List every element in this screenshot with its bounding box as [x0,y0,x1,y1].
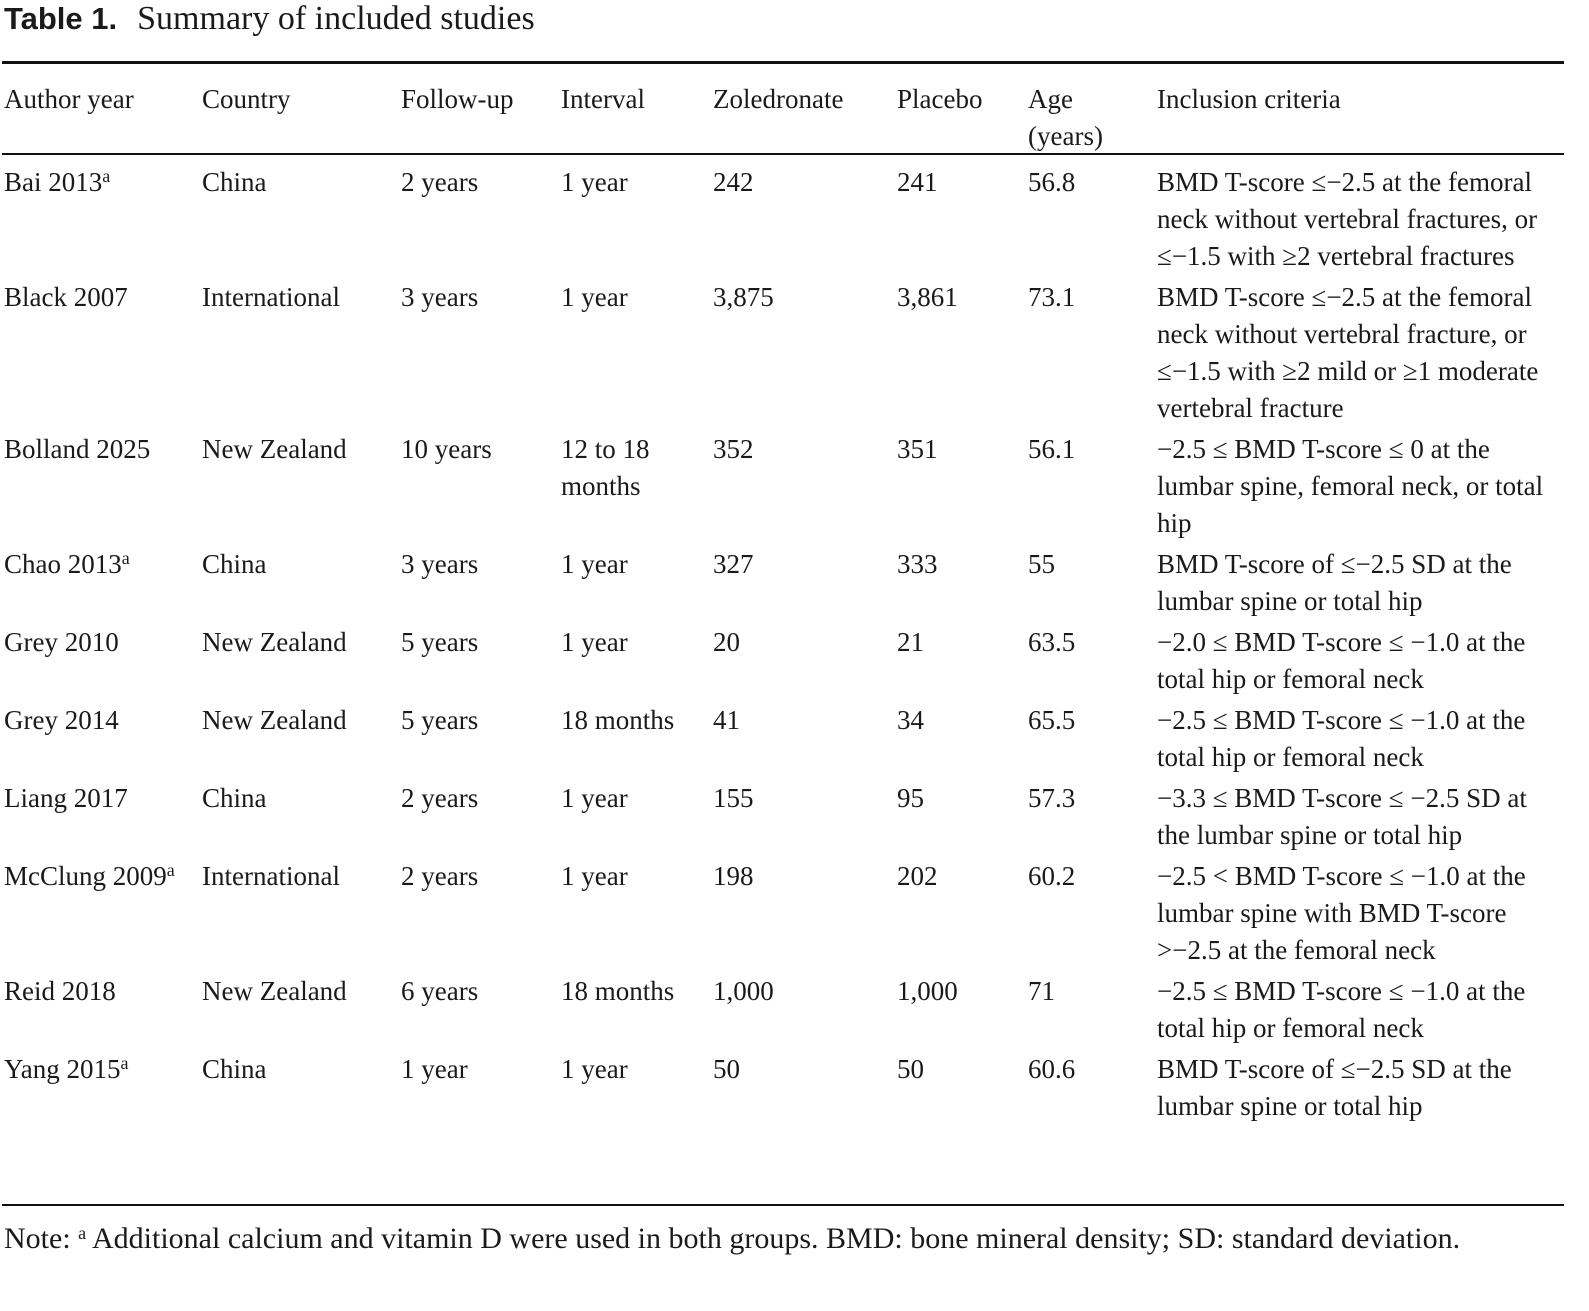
cell-country: China [202,1054,267,1084]
footnote-marker: a [166,860,175,880]
cell-country: China [202,549,267,579]
author-year-text: Yang 2015 [4,1054,121,1084]
cell-age: 56.8 [1028,167,1076,197]
cell-inclusion-criteria: −2.0 ≤ BMD T-score ≤ −1.0 at the total hip or femoral neck [1157,627,1526,694]
cell-author-year [4,778,202,856]
cell-author-year [4,622,202,700]
cell-placebo: 21 [897,627,924,657]
header-follow-up: Follow-up [401,84,514,114]
header-age-unit: (years) [1028,121,1103,151]
cell-placebo: 351 [897,434,938,464]
cell-interval: 1 year [561,783,628,813]
studies-table [4,64,1564,1127]
cell-inclusion-criteria: −3.3 ≤ BMD T-score ≤ −2.5 SD at the lumbar spine or total hip [1157,783,1527,850]
table-row [4,622,1564,700]
footnote-text: Additional calcium and vitamin D were used in both groups. BMD: bone mineral density; SD: standard deviation. [86,1222,1461,1255]
author-year-text: Black 2007 [4,282,128,312]
table-row [4,778,1564,856]
header-age-label: Age [1028,84,1073,114]
cell-zoledronate: 50 [713,1054,740,1084]
cell-inclusion-criteria: BMD T-score ≤−2.5 at the femoral neck without vertebral fracture, or ≤−1.5 with ≥2 mild or ≥1 moderate vertebral fracture [1157,282,1539,423]
cell-age: 60.6 [1028,1054,1076,1084]
author-year-text: McClung 2009 [4,861,167,891]
cell-inclusion-criteria: BMD T-score of ≤−2.5 SD at the lumbar spine or total hip [1157,549,1512,616]
table-row [4,277,1564,429]
footnote-marker: a [120,1053,129,1073]
cell-age: 55 [1028,549,1055,579]
cell-age: 57.3 [1028,783,1076,813]
cell-author-year [4,700,202,778]
cell-follow-up: 10 years [401,434,492,464]
cell-follow-up: 2 years [401,783,479,813]
cell-zoledronate: 3,875 [713,282,774,312]
cell-inclusion-criteria: −2.5 < BMD T-score ≤ −1.0 at the lumbar spine with BMD T-score >−2.5 at the femoral neck [1157,861,1526,965]
cell-placebo: 34 [897,705,924,735]
cell-age: 73.1 [1028,282,1076,312]
header-zoledronate: Zoledronate [713,84,844,114]
cell-author-year [4,856,202,971]
cell-follow-up: 2 years [401,167,479,197]
cell-placebo: 202 [897,861,938,891]
header-age [1028,64,1157,158]
cell-interval: 1 year [561,627,628,657]
table-header-row [4,64,1564,158]
author-year-text: Grey 2014 [4,705,119,735]
header-interval: Interval [561,84,645,114]
cell-zoledronate: 242 [713,167,754,197]
cell-zoledronate: 198 [713,861,754,891]
cell-interval: 1 year [561,1054,628,1084]
footnote-marker: a [121,548,130,568]
cell-inclusion-criteria: BMD T-score of ≤−2.5 SD at the lumbar spine or total hip [1157,1054,1512,1121]
cell-follow-up: 6 years [401,976,479,1006]
cell-interval: 1 year [561,861,628,891]
cell-author-year [4,1049,202,1127]
cell-age: 63.5 [1028,627,1076,657]
header-placebo: Placebo [897,84,983,114]
footnote-marker: a [78,1223,87,1243]
cell-placebo: 333 [897,549,938,579]
table-row [4,158,1564,277]
cell-placebo: 50 [897,1054,924,1084]
cell-country: International [202,282,340,312]
table-label: Table 1. [4,1,118,36]
cell-interval: 1 year [561,167,628,197]
table-caption [4,0,535,38]
footnote-marker: a [102,166,111,186]
cell-placebo: 241 [897,167,938,197]
cell-follow-up: 1 year [401,1054,468,1084]
cell-age: 65.5 [1028,705,1076,735]
header-author-year: Author year [4,84,134,114]
author-year-text: Reid 2018 [4,976,116,1006]
author-year-text: Liang 2017 [4,783,128,813]
cell-placebo: 1,000 [897,976,958,1006]
cell-placebo: 3,861 [897,282,958,312]
cell-follow-up: 5 years [401,627,479,657]
table-bottom-rule [2,1204,1564,1206]
cell-inclusion-criteria: BMD T-score ≤−2.5 at the femoral neck without vertebral fractures, or ≤−1.5 with ≥2 vertebral fractures [1157,167,1538,271]
author-year-text: Chao 2013 [4,549,122,579]
cell-author-year [4,277,202,429]
header-inclusion-criteria: Inclusion criteria [1157,84,1341,114]
cell-age: 60.2 [1028,861,1076,891]
cell-country: New Zealand [202,976,347,1006]
cell-zoledronate: 41 [713,705,740,735]
table-row [4,544,1564,622]
author-year-text: Bai 2013 [4,167,103,197]
table-row [4,971,1564,1049]
table-row [4,1049,1564,1127]
header-country: Country [202,84,291,114]
cell-follow-up: 3 years [401,282,479,312]
cell-interval: 1 year [561,549,628,579]
cell-follow-up: 5 years [401,705,479,735]
author-year-text: Bolland 2025 [4,434,151,464]
cell-interval: 1 year [561,282,628,312]
table-row [4,700,1564,778]
cell-inclusion-criteria: −2.5 ≤ BMD T-score ≤ 0 at the lumbar spine, femoral neck, or total hip [1157,434,1544,538]
cell-interval: 12 to 18 months [561,434,650,501]
cell-author-year [4,544,202,622]
footnote-prefix: Note: [4,1222,79,1255]
cell-zoledronate: 352 [713,434,754,464]
cell-country: China [202,783,267,813]
table-footnote [4,1218,1564,1259]
cell-age: 71 [1028,976,1055,1006]
cell-zoledronate: 155 [713,783,754,813]
author-year-text: Grey 2010 [4,627,119,657]
cell-country: China [202,167,267,197]
cell-country: International [202,861,340,891]
cell-zoledronate: 327 [713,549,754,579]
cell-follow-up: 3 years [401,549,479,579]
cell-country: New Zealand [202,705,347,735]
table-row [4,856,1564,971]
cell-placebo: 95 [897,783,924,813]
cell-age: 56.1 [1028,434,1076,464]
cell-interval: 18 months [561,705,675,735]
cell-author-year [4,971,202,1049]
cell-country: New Zealand [202,434,347,464]
cell-inclusion-criteria: −2.5 ≤ BMD T-score ≤ −1.0 at the total hip or femoral neck [1157,705,1526,772]
cell-follow-up: 2 years [401,861,479,891]
cell-author-year [4,429,202,544]
cell-inclusion-criteria: −2.5 ≤ BMD T-score ≤ −1.0 at the total hip or femoral neck [1157,976,1526,1043]
cell-author-year [4,158,202,277]
cell-interval: 18 months [561,976,675,1006]
table-row [4,429,1564,544]
cell-zoledronate: 20 [713,627,740,657]
cell-zoledronate: 1,000 [713,976,774,1006]
cell-country: New Zealand [202,627,347,657]
table-title: Summary of included studies [137,0,535,37]
